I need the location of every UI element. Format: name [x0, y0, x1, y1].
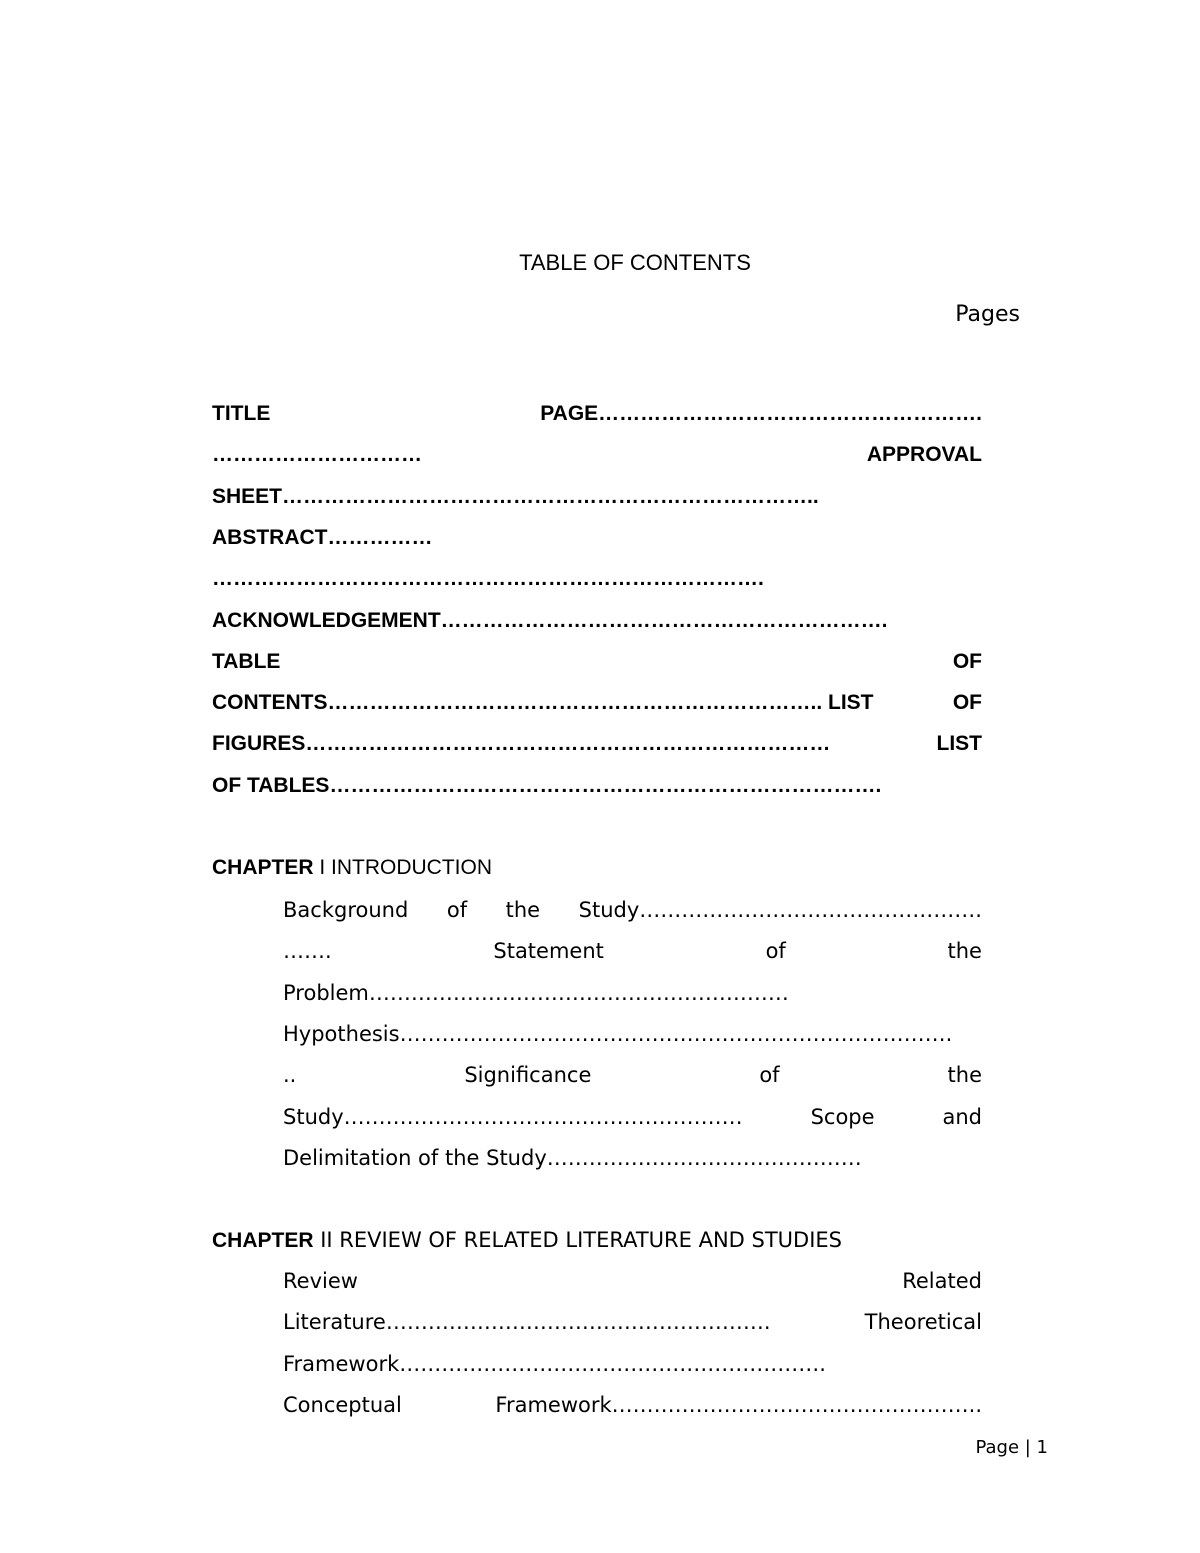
front-matter-line: [212, 400, 982, 428]
page-footer: Page | 1: [975, 1437, 1048, 1458]
chapter-2-entry-text: Related: [902, 1269, 982, 1293]
chapter-1-entry-text: Hypothesis…………………………………………………………………….: [283, 1021, 953, 1046]
front-matter-text: ABSTRACT……………: [212, 525, 433, 549]
chapter-2-label: CHAPTER: [212, 1229, 314, 1252]
chapter-1-entry-line: [283, 937, 982, 965]
chapter-1-heading: [212, 854, 492, 882]
chapter-1-entry-text: ..: [283, 1063, 297, 1088]
front-matter-line: [212, 441, 982, 469]
front-matter-text: OF: [952, 649, 982, 673]
chapter-1-entry-line: [283, 979, 789, 1007]
chapter-1-entry-text: Background: [283, 898, 409, 922]
chapter-1-entry-text: Study………………………………………….: [578, 898, 982, 922]
front-matter-text: TITLE: [212, 402, 271, 425]
front-matter-text: …………………………: [212, 443, 422, 467]
front-matter-text: APPROVAL: [866, 443, 982, 467]
chapter-2-entry-text: Framework……………………………………………..: [495, 1392, 982, 1417]
front-matter-line: [212, 565, 764, 593]
front-matter-text: OF TABLES…………………………………………………………………….: [212, 773, 882, 797]
front-matter-text: SHEET…………………………………………………………………..: [212, 484, 819, 508]
front-matter-text: PAGE……………………………………………….: [540, 402, 982, 425]
chapter-1-entry-text: the: [947, 939, 982, 964]
chapter-1-entry-text: Delimitation of the Study………………………………………: [283, 1145, 862, 1170]
pages-column-label: Pages: [955, 302, 1020, 327]
chapter-2-entry-text: Framework…………………………………………………….: [283, 1351, 826, 1376]
chapter-2-entry-text: Review: [283, 1269, 358, 1293]
chapter-1-entry-text: the: [947, 1063, 982, 1088]
chapter-1-entry-text: and: [942, 1104, 982, 1129]
chapter-1-entry-text: Study…………………………………………………: [283, 1104, 743, 1129]
front-matter-line: [212, 524, 433, 552]
chapter-1-entry-line: [283, 1020, 952, 1048]
chapter-1-entry-text: of: [759, 1063, 780, 1088]
chapter-1-entry-text: …….: [283, 939, 332, 964]
front-matter-line: [212, 730, 982, 758]
chapter-1-entry-line: [283, 896, 982, 924]
front-matter-text: …………………………………………………………………….: [212, 567, 764, 591]
chapter-2-entry-text: Literature……………………………………………….: [283, 1310, 771, 1335]
front-matter-text: LIST: [936, 732, 982, 756]
chapter-2-entry-line: [283, 1391, 982, 1419]
chapter-1-entry-line: [283, 1061, 982, 1089]
front-matter-text: TABLE: [212, 649, 281, 673]
front-matter-line: [212, 772, 881, 800]
chapter-2-entry-text: Theoretical: [864, 1310, 982, 1335]
chapter-1-entry-text: Statement: [493, 939, 604, 964]
chapter-1-entry-text: the: [505, 898, 541, 922]
chapter-1-entry-text: Problem……………………………………………………: [283, 980, 789, 1005]
front-matter-line: [212, 607, 888, 635]
chapter-1-entry-text: of: [765, 939, 786, 964]
front-matter-text: OF: [952, 691, 982, 715]
chapter-1-label: CHAPTER: [212, 856, 314, 879]
page-title: TABLE OF CONTENTS: [519, 250, 751, 275]
front-matter-text: FIGURES…………………………………………………………………: [212, 732, 831, 756]
chapter-1-entry-text: Significance: [464, 1063, 592, 1088]
chapter-1-entry-line: [283, 1103, 982, 1131]
chapter-2-heading: [212, 1226, 842, 1255]
front-matter-line: [212, 689, 982, 717]
front-matter-text: ACKNOWLEDGEMENT……………………………………………………….: [212, 608, 888, 632]
chapter-1-entry-text: of: [446, 898, 468, 922]
chapter-2-entry-line: [283, 1308, 982, 1336]
chapter-2-entry-line: [283, 1267, 982, 1295]
chapter-1-title: I INTRODUCTION: [313, 856, 493, 879]
front-matter-text: CONTENTS…………………………………………………………….. LIST: [212, 691, 874, 715]
front-matter-line: [212, 483, 819, 511]
chapter-2-entry-text: Conceptual: [283, 1392, 402, 1417]
chapter-1-entry-line: [283, 1144, 862, 1172]
chapter-2-entry-line: [283, 1350, 826, 1378]
chapter-2-title: II REVIEW OF RELATED LITERATURE AND STUDIES: [313, 1228, 842, 1252]
front-matter-line: [212, 648, 982, 676]
chapter-1-entry-text: Scope: [810, 1104, 875, 1129]
